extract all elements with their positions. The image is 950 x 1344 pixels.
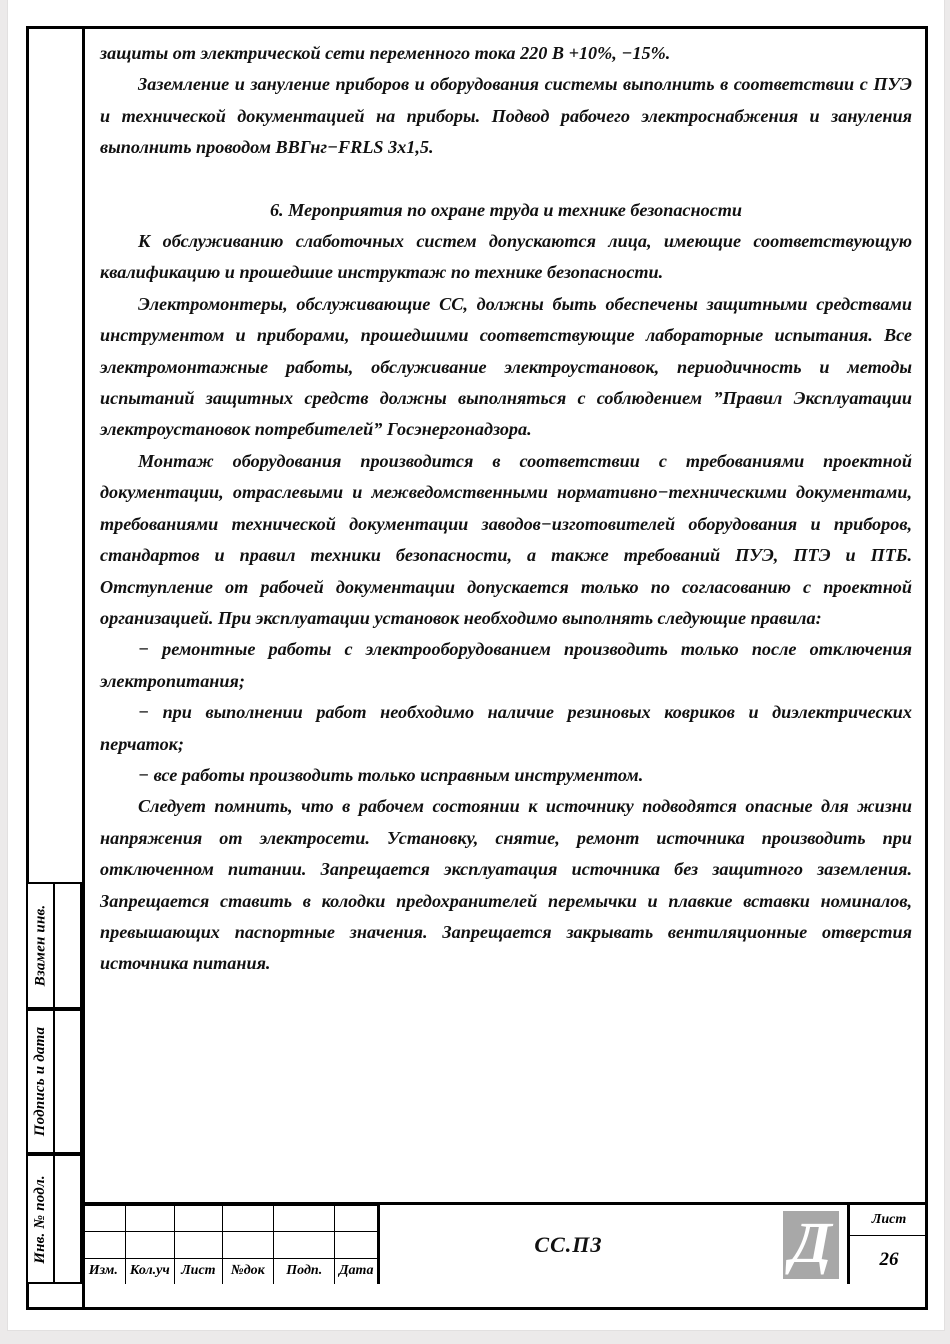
- title-block: [82, 1202, 928, 1284]
- rev-cell[interactable]: [82, 1206, 126, 1231]
- margin-blank-cell: [55, 1156, 80, 1282]
- document-body: [100, 38, 912, 980]
- sheet-number-cell: [850, 1205, 928, 1284]
- logo-letter-d-icon: Д: [790, 1209, 832, 1275]
- sheet-label: Лист: [850, 1205, 928, 1236]
- margin-label-cell: [28, 1156, 55, 1282]
- rev-cell[interactable]: [126, 1232, 176, 1257]
- margin-label-cell: [28, 884, 55, 1007]
- margin-blank-cell: [55, 884, 80, 1007]
- margin-block-inv-nomer-podl: [26, 1154, 82, 1284]
- rev-cell[interactable]: [223, 1206, 274, 1231]
- table-row: [82, 1205, 377, 1232]
- rev-cell[interactable]: [335, 1206, 377, 1231]
- document-designation-cell: [380, 1205, 850, 1284]
- margin-label-inv-nomer-podl: Инв. № подл.: [32, 1174, 49, 1264]
- paragraph: Электромонтеры, обслуживающие СС, должны быть обеспечены защитными средствами инструментом и приборами, прошедшими соответствующие лабораторные испытания. Все электромонтажные работы, обслуживание электроустановок, периодичность и методы испытаний защитных средств должны выполняться с соблюдением ”Правил Эксплуатации электроустановок потребителей” Госэнергонадзора.: [100, 293, 912, 440]
- paragraph: защиты от электрической сети переменного тока 220 В +10%, −15%.: [100, 43, 671, 63]
- margin-label-cell: [28, 1011, 55, 1152]
- rev-cell[interactable]: [223, 1232, 274, 1257]
- rev-cell[interactable]: [274, 1206, 335, 1231]
- revision-grid: [82, 1205, 380, 1284]
- column-header-data: Дата: [338, 1263, 374, 1279]
- column-header-koluch: Кол.уч: [126, 1259, 176, 1284]
- rev-cell[interactable]: [274, 1232, 335, 1257]
- paragraph: К обслуживанию слаботочных систем допускаются лица, имеющие соответствующую квалификацию и прошедшие инструктаж по технике безопасности.: [100, 231, 912, 283]
- margin-block-zamen-inv: [26, 882, 82, 1009]
- rev-cell[interactable]: [175, 1232, 223, 1257]
- margin-block-podpis-i-data: [26, 1009, 82, 1154]
- table-header-row: [82, 1259, 377, 1284]
- table-row: [82, 1232, 377, 1258]
- paragraph: Следует помнить, что в рабочем состоянии к источнику подводятся опасные для жизни напряжения от электросети. Установку, снятие, ремонт источника производить при отключенном питании. Запрещается эксплуатация источника без защитного заземления. Запрещается ставить в колодки предохранителей перемычки и плавкие вставки номиналов, превышающих паспортные значения. Запрещается закрывать вентиляционные отверстия источника питания.: [100, 796, 912, 974]
- rev-cell[interactable]: [335, 1232, 377, 1257]
- rev-cell[interactable]: [126, 1206, 176, 1231]
- document-designation: СС.ПЗ: [534, 1231, 603, 1257]
- list-item: − ремонтные работы с электрооборудованием производить только после отключения электропитания;: [100, 639, 912, 691]
- margin-blank-cell: [55, 1011, 80, 1152]
- sheet-number: 26: [879, 1249, 899, 1270]
- column-header-izm: Изм.: [82, 1259, 126, 1284]
- rev-cell[interactable]: [175, 1206, 223, 1231]
- paper-sheet: [8, 0, 944, 1330]
- rev-cell[interactable]: [82, 1232, 126, 1257]
- margin-label-podpis-i-data: Подпись и дата: [32, 1026, 48, 1137]
- section-heading: 6. Мероприятия по охране труда и технике безопасности: [269, 199, 743, 220]
- margin-label-zamen-inv: Взамен инв.: [32, 904, 49, 987]
- column-header-podp: Подп.: [274, 1259, 335, 1284]
- list-item: − при выполнении работ необходимо наличие резиновых ковриков и диэлектрических перчаток;: [100, 702, 912, 754]
- column-header-ndok: №док: [223, 1259, 274, 1284]
- paragraph: Монтаж оборудования производится в соответствии с требованиями проектной документации, отраслевыми и межведомственными нормативно−техническими документами, требованиями технической документации заводов−изготовителей оборудования и приборов, стандартов и правил техники безопасности, а также требований ПУЭ, ПТЭ и ПТБ. Отступление от рабочей документации допускается только по согласованию с проектной организацией. При эксплуатации установок необходимо выполнять следующие правила:: [100, 450, 912, 628]
- list-item: − все работы производить только исправным инструментом.: [138, 764, 644, 785]
- paragraph: Заземление и зануление приборов и оборудования системы выполнить в соответствии с ПУЭ и технической документацией на приборы. Подвод рабочего электроснабжения и зануления выполнить проводом ВВГнг−FRLS 3х1,5.: [100, 74, 912, 158]
- column-header-list: Лист: [175, 1259, 223, 1284]
- company-logo: [783, 1211, 839, 1279]
